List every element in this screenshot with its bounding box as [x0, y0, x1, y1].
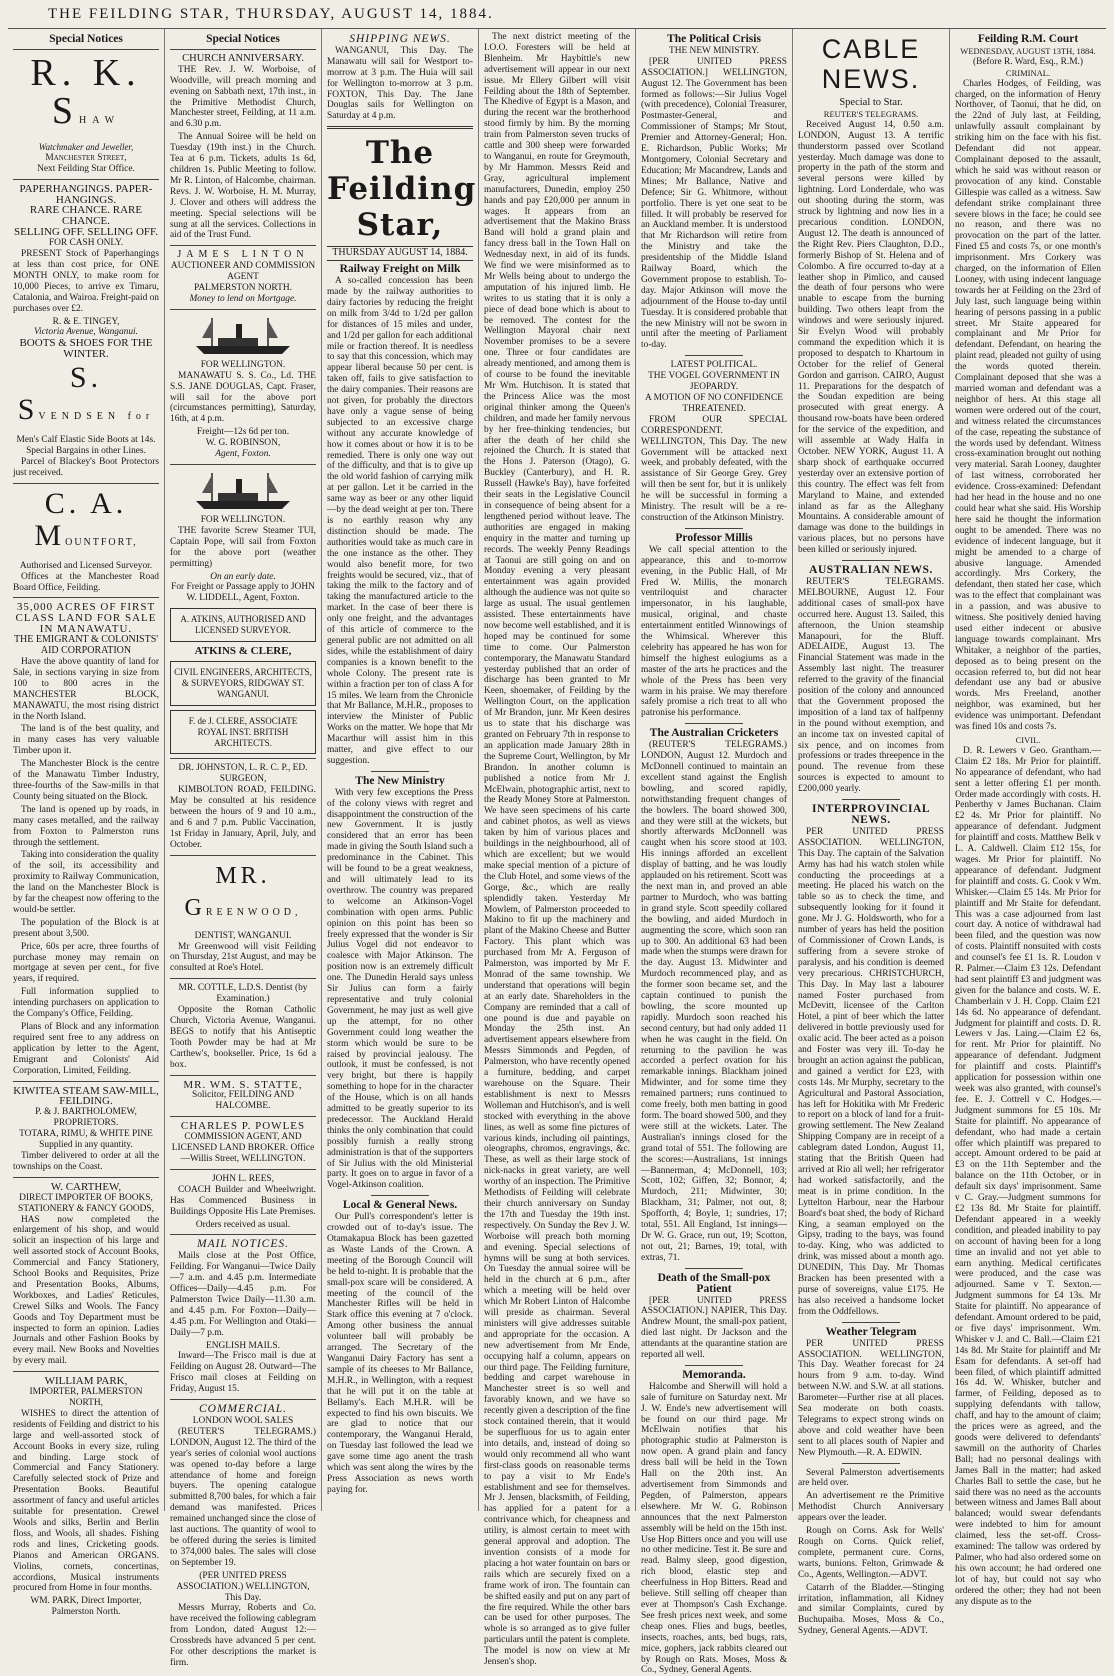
- divider: [170, 464, 316, 465]
- divider: [13, 1081, 159, 1082]
- linton-address: PALMERSTON NORTH.: [194, 283, 292, 294]
- rks-address: Manchester Street,: [45, 152, 127, 163]
- english-mails-text: Inward—The Frisco mail is due at Feilding on August 28. Outward—The Frisco mail closes at Feilding on Friday, August 15.: [170, 1351, 316, 1395]
- cricketers-heading: The Australian Cricketers: [649, 727, 779, 740]
- johnston-text: KIMBOLTON ROAD, FEILDING. May be consulted at his residence between the hours of 9 and 10 a.m., and 6 and 7 p.m. Public Vaccination, 1st Friday in January, April, July, and October.: [170, 785, 316, 850]
- masthead: [8, 6, 1106, 29]
- cottle-name: MR. COTTLE, L.D.S. Dentist (by Examination.): [178, 983, 308, 1005]
- shipping-text: WANGANUI, This Day. The Manawatu will sail for Westport to-morrow at 3 p.m. The Huia will sail for Wellington to-morrow at 3 p.m. FOXTON, This Day. The Jane Douglas sails for Wellington on Saturday at 4 p.m.: [327, 45, 473, 122]
- rks-initials: [13, 51, 159, 140]
- smallpox-text: [PER UNITED PRESS ASSOCIATION.] NAPIER, This Day. Andrew Mount, the small-pox patient, died last night. Dr Jackson and the attendants at the quarantine station are reported all well.: [641, 1295, 787, 1361]
- millis-heading: Professor Millis: [675, 531, 753, 544]
- divider: [170, 758, 316, 759]
- railway-heading: Railway Freight on Milk: [339, 263, 461, 276]
- cam-tail: OUNTFORT,: [65, 536, 138, 548]
- early-date: On an early date.: [210, 571, 276, 582]
- divider: [170, 245, 316, 246]
- totara-text: TOTARA, RIMU, & WHITE PINE Supplied in any quantity.: [19, 1129, 153, 1151]
- statte-name: MR. WM. S. STATTE,: [183, 1078, 303, 1091]
- present-stock-text: PRESENT Stock of Paperhangings at less than cost price, for ONE MONTH ONLY, to make room for 10,000 Pieces, to arrive ex Timaru, Catalonia, and Wairoa. Freight-paid on purchases over £2.: [13, 249, 159, 314]
- divider: [842, 1322, 900, 1323]
- cottle-text: Opposite the Roman Catholic Church, Victoria Avenue, Wanganui. BEGS to notify that his Antiseptic Tooth Powder may be had at Mr Carthew's, bookseller. Price, 1s 6d a box.: [170, 1005, 316, 1070]
- wellington-text: Messrs Murray, Roberts and Co. have received the following cablegram from London, dated August 12:—Crossbreds have advanced 5 per cent. For other descriptions the market is firm.: [170, 1603, 316, 1668]
- divider: [685, 1268, 743, 1269]
- emigrant-p2: The Manchester Block is the centre of the Manawatu Timber Industry, three-fourths of the Saw-mills in that County being situated on the Block.: [13, 759, 159, 802]
- steamship-icon: [170, 314, 316, 358]
- column-4: [479, 29, 636, 1668]
- cam-letters: C. A. M: [34, 486, 128, 552]
- railway-text: A so-called concession has been made by the railway authorities to dairy factories by reducing the freight on milk from 3/4d to 1/2d per gallon for distances of 15 miles and under, and 1/2d per gallon for each additional mile or fraction thereof. It is needless to say that this concession, which may appear liberal because 50 per cent. is taken off, fails to give satisfaction to the dairy companies. Their reasons are not given, for probably the directors have only a vague sense of being subjected to an excessive charge without any accurate knowledge of how it comes about or how it is to be remedied. There is only one way out of the difficulty, and that is to give up the old world fashion of carrying milk at per gallon. Let it be carried in the same way as beer or any other liquid—by the dead weight at per ton. There is no earthly reason why any distinction should be made. The authorities would take as much care in the one instance as the other. They would also benefit more, for two freights would be secured, viz., that of taking the milk to the factory and of taking the manufactured article to the market. In the case of beer there is only one freight, and the advantages of this article of commerce to the general public are not admitted on all sides, while the establishment of dairy companies is a known benefit to the whole Colony. The present rate is within a fraction per ton of class A for 15 miles. We learn from the Chronicle that Mr Ballance, M.H.R., proposes to interview the Minister of Public Works on the matter. We hope that Mr Macarthur will assist him in this matter, and give effect to our suggestion.: [327, 276, 473, 766]
- emigrant-p4: Taking into consideration the quality of the soil, its accessibility and proximity to Railway Communication, the land on the Manchester Block is by far the cheapest now offering to the would-be settler.: [13, 850, 159, 915]
- divider: [170, 1116, 316, 1117]
- criminal-heading: CRIMINAL.: [1005, 67, 1051, 78]
- wool-text: (REUTER'S TELEGRAMS.) LONDON, August 12. The third of the year's series of colonial wool auctions was opened to-day before a large attendance of home and foreign buyers. The opening catalogue submitted 8,700 bales, for which a fair demand was manifested. Prices remained unchanged since the close of last auctions. The quantity of wool to be offered during the series is limited to 374,000 bales. The sales will close on September 19.: [170, 1426, 316, 1568]
- greenwood-letters: MR. G: [184, 862, 271, 921]
- divider: [327, 126, 473, 129]
- emigrant-p8: Plans of Block and any information required sent free to any address on application by letter to the Agent, Emigrant and Colonists' Aid Corporation, Limited, Feilding.: [13, 1022, 159, 1076]
- rks-letters: R. K. S: [30, 51, 142, 132]
- special-notices-heading: Special Notices: [49, 33, 123, 45]
- atkins-box-1-text: A. ATKINS, AUTHORISED AND LICENSED SURVEYOR.: [180, 614, 306, 636]
- selling-off-heading: SELLING OFF. SELLING OFF.: [14, 226, 158, 239]
- divider: [371, 771, 429, 772]
- mail-notices-heading: MAIL NOTICES.: [196, 1238, 290, 1251]
- millis-text: We call special attention to the appearance, this and to-morrow evening, in the Public Hall, of Mr Fred W. Millis, the monarch ventriloquist and character impersonator, in his laughable, musical, original, and chaste entertainment entitled Winnowings of the Whimsical. Wherever this celebrity has appeared he has won for himself the highest eulogiums as a master of the arts he practices and the whole of the Press has been very warm in his praise. We may therefore safely promise a rich treat to all who patronise his performance.: [641, 544, 787, 719]
- vogel-heading: THE VOGEL GOVERNMENT IN JEOPARDY.: [648, 371, 780, 393]
- column-7: [950, 29, 1106, 1607]
- svendsen-letters: S. S: [17, 361, 103, 427]
- cam-subtitle: Authorised and Licensed Surveyor.: [19, 560, 153, 571]
- emigrant-heading: THE EMIGRANT & COLONISTS' AID CORPORATION: [13, 634, 159, 657]
- tingey-name: R. & E. TINGEY,: [52, 316, 120, 327]
- new-ministry-text: With very few exceptions the Press of the colony views with regret and disappointment the construction of the new Government. It is justly considered that an error has been made in giving the South Island such a predominance in the Cabinet. This will be found to be a great weakness, and will ultimately lead to its overthrow. The country was prepared to welcome an Atkinson-Vogel combination with open arms. Public opinion on this point has been so freely expressed that the wonder is Sir Julius Vogel did not endeavor to coalesce with Major Atkinson. The position now is an extremely difficult one. The Dunedin Herald says unless Sir Julius can form a fairly representative and truly colonial Government, he may just as well give up the attempt, for no other Government could long weather the storm which would be sure to be raised by provincial jealousy. The outlook, it must be confessed, is not very bright, but there is happily something to hope for in the character of the House, which is on all hands admitted to be greatly superior to its predecessor. The Auckland Herald thinks the only combination that could possibly furnish a really strong administration is that of the supporters of Sir Julius with the old Ministerial party. It goes on to argue in favor of a Vogel-Atkinson coalition.: [327, 787, 473, 1191]
- greenwood-text: Mr Greenwood will visit Feilding on Thursday, 21st August, and may be consulted at Roe's Hotel.: [170, 941, 316, 974]
- weather-heading: Weather Telegram: [825, 1325, 917, 1338]
- linton-name: JAMES LINTON: [177, 249, 309, 261]
- divider: [170, 1234, 316, 1235]
- civil-text: D. R. Lewers v Geo. Grantham.—Claim £2 18s. Mr Prior for plaintiff. No appearance of defendant, who had sent a letter offering £1 per month. Order made accordingly with costs. H. Penberthy v James Buchanan. Claim £2 4s. Mr Prior for plaintiff. No appearance of defendant. Judgment for plaintiff and costs. Matthew Belk v L. A. Caldwell. Claim £12 15s, for wages. Mr Prior for plaintiff. No appearance of defendant. Judgment for plaintiff and costs. G. Cook v Wm. Whisker.—Claim £5 14s. Mr Prior for plaintiff and Mr Staite for defendant. This was a case adjourned from last court day. A notice of withdrawal had been filed, and the question was now of costs. Plaintiff nonsuited with costs and counsel's fee £1 1s. R. Loudon v R. Palmer.—Claim £3 12s. Defendant had sent plaintiff £3 and judgment was given for the balance and costs. W. E. Chamberlain v J. H. Copp. Claim £21 14s 6d. No appearance of defendant. Judgment for plaintiff and costs. D. R. Lewers v Jas. Laing.—Claim £2 6s, for rent. Mr Prior for plaintiff. No appearance of defendant. Judgment for plaintiff and costs. Plaintiff's application for possession within one week was also granted, with counsel's fee. E. J. Cottrell v C. Hodges.—Judgment summons for £5 10s. Mr Staite for plaintiff. No appearance of defendant, who had made a certain offer which plaintiff was prepared to accept. Amount ordered to be paid at £3 on the 11th September and the balance on the 11th October, or in default six days' imprisonment. Same v C. Gray.—Judgment summons for £2 13s 8d. Mr Staite for plaintiff. Defendant appeared in a weekly condition, and pleaded inability to pay on account of having been for a long time an invalid and not yet able to earn anything. Medical certificates were produced, and the case was adjourned. Same v T. Sexton.—Judgment summons for £4 13s. Mr Staite for plaintiff. No appearance of defendant. Amount ordered to be paid, or five days' imprisonment. Wm. Whisker v J. and C. Ball.—Claim £21 14s 8d. Mr Staite for plaintiff and Mr Esam for defendants. A set-off had been filed, of which plaintiff admitted 16s 4d. W. Whisker, butcher and farmer, of Feilding, deposed as to supplying defendants with tallow, chaff, and hay to the amount of claim; the prices were as agreed, and the goods were delivered to defendants' sawmill on the authority of Charles Ball; had no personal dealings with James Ball in the matter; had asked Charles Ball to settle the case, but he said there was no need as the accounts between witness and James Ball about balanced; would swear defendants were indebted to him for amount claimed, less the set-off. Cross-examined: The tallow was ordered by Palmer, who had also ordered some on his own account; he had ordered one lot of hay, but could not say who ordered the other; they had not been any dispute as to the: [955, 745, 1101, 1607]
- divider: [13, 1177, 159, 1178]
- divider: [842, 799, 900, 800]
- australian-news-heading: AUSTRALIAN NEWS.: [809, 564, 933, 577]
- for-wellington-1: FOR WELLINGTON.: [200, 359, 286, 370]
- leader-date: THURSDAY AUGUST 14, 1884.: [327, 246, 473, 261]
- emigrant-text: Have the above quantity of land for Sale, in sections varying in size from 100 to 800 acres in the MANCHESTER BLOCK, MANAWATU, the most rising district in the North Island.: [13, 657, 159, 722]
- memoranda-heading: Memoranda.: [682, 1368, 746, 1381]
- divider: [685, 528, 743, 529]
- cash-only: FOR CASH ONLY.: [48, 238, 124, 249]
- column-5: [636, 29, 793, 1676]
- statte-subtitle: Solicitor, FEILDING AND HALCOMBE.: [192, 1090, 294, 1112]
- bartholomew-name: P. & J. BARTHOLOMEW, PROPRIETORS.: [35, 1107, 137, 1129]
- court-date: WEDNESDAY, AUGUST 13TH, 1884.: [960, 45, 1096, 56]
- svendsen-initials: [13, 362, 159, 433]
- rough-on-corns-text: Rough on Corns. Ask for Wells' Rough on Corns. Quick relief, complete, permanent cure. Corns, warts, bunions. Felton, Grimwade & Co., Agents, Wellington.—ADVT.: [798, 1526, 944, 1580]
- column-6: [793, 29, 950, 1637]
- local-general-heading: Local & General News.: [342, 1199, 458, 1212]
- cable-news-heading: CABLE NEWS.: [821, 34, 921, 94]
- divider: [13, 1371, 159, 1372]
- cable-text: Received August 14, 0.50 a.m. LONDON, August 13. A terrific thunderstorm passed over Scotland yesterday. Much damage was done to property in the path of the storm and several persons were killed by lightning. Lord Londerdale, who was out shooting during the storm, was struck by lightning and now lies in a precarious condition. LONDON, August 12. The death is announced of the Right Rev. Piers Claughton, D.D., formerly Bishop of St. Helena and of Colombo. A fire occurred to-day at a leather shop in Pimlico, and caused the death of four persons who were unable to escape from the burning building. Two others leapt from the windows and were seriously injured. Sir Evelyn Wood will probably command the expedition which it is proposed to despatch to Khartoum in October for the relief of General Gordon and garrison. CAIRO, August 11. Preparations for the despatch of the Soudan expedition are being prosecuted with great energy. A thousand row-boats have been ordered for the service of the expedition, and will assemble at Wady Halfa in October. NEW YORK, August 11. A sharp shock of earthquake occurred yesterday over an extensive portion of this country. The effect was felt from Maryland to Maine, and extended inland as far as the Alleghany Mountains. A considerable amount of damage was done to the buildings in various places, but no persons have been killed or seriously injured.: [798, 119, 944, 556]
- court-before: (Before R. Ward, Esq., R.M.): [973, 56, 1083, 67]
- divider: [170, 1399, 316, 1400]
- divider: [685, 1365, 743, 1366]
- for-wellington-2: FOR WELLINGTON.: [200, 515, 286, 525]
- cam-initials: [13, 488, 159, 559]
- political-crisis-heading: The Political Crisis: [667, 33, 761, 45]
- cam-office: Offices at the Manchester Road Board Office, Feilding.: [13, 571, 159, 593]
- atkins-clere-name: ATKINS & CLERE,: [194, 645, 292, 658]
- divider: [685, 723, 743, 724]
- divider: [371, 1195, 429, 1196]
- masthead-title: THE FEILDING STAR, THURSDAY, AUGUST 14, 1884.: [48, 6, 494, 22]
- divider: [13, 179, 159, 180]
- divider: [170, 309, 316, 310]
- svendsen-text: Men's Calf Elastic Side Boots at 14s.: [16, 435, 156, 446]
- atkins-box-1: [170, 608, 316, 642]
- liddell-text: For Freight or Passage apply to JOHN W. LIDDELL, Agent, Foxton.: [171, 582, 315, 604]
- rees-name: JOHN L. REES,: [212, 1173, 274, 1184]
- carthew-text: HAS now completed the enlargement of his shop, and would solicit an inspection of his large and well assorted stock of Account Books, Commercial and Fancy Stationery, School Books and Requisites, Prize and Presentation Books, Albums, Workboxes, and Ladies' Reticules, Crewel Silks and Wools. The Fancy Goods and Toy Department must be inspected to form an opinion. Ladies Journals and other Fashion Books by every mail. New Books and Novelties by every mail.: [13, 1214, 159, 1367]
- column-3: [322, 29, 479, 1511]
- powles-subtitle: COMMISSION AGENT, AND LICENSED LAND BROKER. Office—Willis Street, WELLINGTON.: [171, 1132, 315, 1164]
- latest-political-heading: LATEST POLITICAL.: [670, 360, 758, 371]
- atkins-box-3-text: F. de J. CLERE, ASSOCIATE ROYAL INST. BRITISH ARCHITECTS.: [188, 715, 298, 748]
- column-1: [8, 29, 165, 1618]
- orders-text: Orders received as usual.: [195, 1219, 291, 1230]
- divider: [842, 1463, 900, 1464]
- church-heading: CHURCH ANNIVERSARY.: [182, 52, 304, 64]
- atkins-box-2: [170, 661, 316, 706]
- bargains-text: Special Bargains in other Lines.: [26, 446, 146, 457]
- motion-heading: A MOTION OF NO CONFIDENCE THREATENED.: [644, 393, 784, 414]
- divider: [170, 49, 316, 50]
- acres-heading: 35,000 ACRES OF FIRST CLASS LAND FOR SALE IN MANAWATU.: [15, 601, 157, 636]
- kiwitea-heading: KIWITEA STEAM SAW-MILL, FEILDING.: [13, 1084, 159, 1108]
- interprovincial-heading: INTERPROVINCIAL NEWS.: [811, 803, 931, 826]
- reuter-label: REUTER'S TELEGRAMS.: [823, 108, 919, 119]
- columns: [8, 29, 1106, 1676]
- powles-name: CHARLES P. POWLES: [180, 1120, 306, 1133]
- several-text: Several Palmerston advertisements are held over.: [798, 1467, 944, 1489]
- park-name: WILLIAM PARK,: [44, 1375, 128, 1388]
- emigrant-p5: The population of the Block is at present about 3,500.: [13, 917, 159, 939]
- memoranda-text: Halcombe and Sherwill will hold a sale of furniture on Saturday next. Mr J. W. Ende's new advertisement will be found on our third page. Mr McElwain notifies that his photographic studio at Palmerston is now open. A grand plain and fancy dress ball will be held in the Town Hall on the 20th inst. An advertisement from Simmonds and Pegden, of Palmerston, appears elsewhere. Mr W. G. Robinson announces that the next Palmerston assembly will be held on the 15th inst. Use Hop Bitters once and you will use no other medicine. Test it. Be sure and read. Balmy sleep, good digestion, rich blood, elastic step and cheerfulness in Hop Bitters. Read and believe. Still selling off cheaper than ever at Thompson's Cash Exchange. See fresh prices next week, and some cheap ones. Flies and bugs, beetles, insects, roaches, ants, bed bugs, rats, mice, gophers, jack rabbits cleared out by Rough on Rats. Moses, Moss & Co., Sydney, General Agents.: [641, 1381, 787, 1676]
- wool-heading: LONDON WOOL SALES: [192, 1416, 294, 1426]
- new-ministry-subheading: THE NEW MINISTRY.: [668, 45, 760, 56]
- rare-chance-heading: RARE CHANCE. RARE CHANCE.: [29, 204, 143, 228]
- civil-heading: CIVIL.: [1015, 735, 1041, 745]
- paperhangings-heading: PAPERHANGINGS. PAPER-HANGINGS.: [19, 182, 153, 206]
- carthew-name: W. CARTHEW,: [50, 1180, 122, 1193]
- tui-text: THE favorite Screw Steamer TUI, Captain Pope, will sail from Foxton for the above port (weather permitting): [170, 525, 316, 569]
- rks-note: Next Feilding Star Office.: [37, 163, 135, 174]
- freight-text: Freight—12s 6d per ton.: [196, 427, 290, 438]
- new-ministry-heading: The New Ministry: [355, 774, 445, 787]
- divider: [13, 49, 159, 50]
- divider: [842, 560, 900, 561]
- manawatu-text: MANAWATU S. S. Co., Ld. THE S.S. JANE DOUGLAS, Capt. Fraser, will sail for the above port (circumstances permitting), Saturday, 16th, at 4 p.m.: [170, 370, 316, 425]
- johnston-name: DR. JOHNSTON, L. R. C. P., ED. SURGEON,: [178, 763, 308, 785]
- church-text: THE Rev. J. W. Worboise, of Woodville, will preach morning and evening on Sabbath next, 17th inst., in the Primitive Methodist Church, Manchester street, Feilding, at 11 a.m. and 6.30 p.m.: [170, 64, 316, 130]
- australian-text: REUTER'S TELEGRAMS. MELBOURNE, August 12. Four additional cases of small-pox have occurred here. August 13. Sailed, this afternoon, the Union steamship Manapouri, for the Bluff. ADELAIDE, August 13. The Financial Statement was made in the Assembly last night. The treasurer referred to the gravity of the financial position of the colony and announced that the Government proposed the imposition of a land tax of halfpenny in the pound without exemption, and an income tax on invested capital of six pence, and on incomes from professions or trades threepence in the pound. The revenue from these sources is expected to amount to £200,000 yearly.: [798, 576, 944, 795]
- greenwood-subtitle: DENTIST, WANGANUI.: [194, 930, 292, 941]
- primitive-text: An advertisement re the Primitive Methodist Church Anniversary appears over the leader.: [798, 1491, 944, 1524]
- blackey-text: Parcel of Blackey's Boot Protectors just received.: [13, 456, 159, 478]
- cricketers-text: (REUTER'S TELEGRAMS.) LONDON, August 12. Murdoch and McDonnell continued to maintain an excellent stand against the English bowling, and scored rapidly, notwithstanding frequent changes of the bowlers. The board showed 300, and they were still at the wickets, but shortly afterwards McDonnell was caught when his score stood at 103. His innings afforded an excellent display of batting, and he was loudly applauded on his retirement. Scott was the next man in, and proved an able partner to Murdoch, who was batting in grand style. Scott speedily collared the bowling, and aided Murdoch in augmenting the score, which soon ran up to 300. An additional 63 had been made when the stumps were drawn for the day. August 13. Midwinter and Murdoch recommenced play, and as the former soon became set, and the captain continued to punish the bowling, the score mounted up rapidly. Murdoch soon reached his second century, but had only added 11 when he was caught in the field. On returning to the pavilion he was accorded a perfect ovation for his remarkable innings. Blackham joined Midwinter, and for some time they remained partners; runs continued to come freely, both men batting in good form. The board showed 500, and they were still at the wickets. Later. The Australian's innings closed for the grand total of 551. The following are the scores:—Australians, 1st innings—Bannerman, 4; McDonnell, 103; Scott, 102; Giffen, 32; Bonnor, 4; Murdoch, 211; Midwinter, 30; Blackham, 31; Palmer, not out, 8; Spofforth, 4; Boyle, 1; sundries, 17; total, 551. All England, 1st innings—Dr W. G. Grace, run out, 19; Scotton, not out, 21; Barnes, 19; total, with extras, 71.: [641, 740, 787, 1263]
- steamship-icon: [170, 469, 316, 513]
- atkins-box-2-text: CIVIL ENGINEERS, ARCHITECTS, & SURVEYORS, RIDGWAY ST. WANGANUI.: [174, 666, 312, 699]
- carthew-subtitle: DIRECT IMPORTER OF BOOKS, STATIONERY & FANCY GOODS,: [18, 1192, 154, 1214]
- local-general-text: Our Pull's correspondent's letter is crowded out of to-day's issue. The Otamakapua Block has been gazetted as Waste Lands of the Crown. A meeting of the Borough Council will be held to-night. It is probable that the small-pox scare will be considered. A meeting of the council of the Manchester Rifles will be held in Stark office this evening at 7 o'clock. Among other business the annual volunteer ball will probably be arranged. The Secretary of the Wanganui Dairy Factory has sent a sample of its cheeses to Mr Ballance, M.H.R., in Wellington, with a request that he will put it on the table at Bellamy's. Each M.H.R. will be expected to find his own biscuits. We are glad to notice that our contemporary, the Wanganui Herald, on Tuesday last followed the lead we gave some time ago anent the trash which was sent along the wires by the Press Association as news worth paying for.: [327, 1212, 473, 1495]
- smallpox-heading: Death of the Small-pox Patient: [657, 1271, 771, 1295]
- boots-heading: BOOTS & SHOES FOR THE WINTER.: [19, 337, 153, 361]
- wellington-dateline: (PER UNITED PRESS ASSOCIATION.) WELLINGTON, This Day.: [176, 1570, 310, 1603]
- shipping-heading: SHIPPING NEWS.: [349, 33, 451, 45]
- greenwood-tail: REENWOOD,: [205, 906, 302, 918]
- interprovincial-text: PER UNITED PRESS ASSOCIATION. WELLINGTON, This Day. The captain of the Salvation Army has had his watch stolen while conducting the proceedings at a meeting. He placed his watch on the table so as to check the time, and subsequently looking for it found it gone. Mr J. G. Holdsworth, who for a number of years has held the position of Commissioner of Crown Lands, is suffering from a severe stroke of paralysis, and his condition is deemed very precarious. CHRISTCHURCH, This Day. In May last a labourer named Foster purchased from McDevitt, licensee of the Carlton Hotel, a pint of beer which the latter delivered in bottle previously used for oxalic acid. The beer acted as a poison and Foster was very ill. To-day he brought an action against the publican, and gained a verdict for £23, with costs 14s. Mr Murphy, secretary to the Agricultural and Pastoral Association, has left for Hokitika with Mr Frederic to report on a block of land for a fruit-growing settlement. The New Zealand Shipping Company are in receipt of a cablegram dated London, August 11, stating that the British Queen had arrived at Rio all well; her refrigerator had worked satisfactorily, and the meat is in prime condition. In the Lyttelton Harbour, near the Harbour Board's boat shed, the body of Richard King, a seaman employed on the Gipsy, trading to the bays, was found to-day. King, who was addicted to drink, was missed about a month ago. DUNEDIN, This Day. Mr Thomas Bracken has been presented with a purse of sovereigns, value £175. He has also received a handsome locket from the Oddfellows.: [798, 826, 944, 1317]
- greenwood-initials: [170, 860, 316, 929]
- criminal-text: Charles Hodges, of Feilding, was charged, on the information of Henry Northover, of Taonui, that he did, on the 22nd of July last, at Feilding, unlawfully assault complainant by striking him on the face with his fist. Defendant did not appear. Complainant deposed to the assault, which he said was without reason or provocation of any kind. Constable Gillespie was called as a witness. Saw defendant strike complainant three severe blows in the face; he could see no reason, and there was no provocation on the part of the latter. Fined £5 and costs 7s, or one month's imprisonment. Mrs Corkery was charged, on the information of Ellen Looney, with using indecent language towards her at Feilding on the 23rd of July last, such language being within hearing of persons passing in a public street. Mr Staite appeared for complainant and Mr Prior for defendant. Defendant, on hearing the plaint read, pleaded not guilty of using the words quoted therein. Complainant deposed that she was a married woman and defendant was a neighbor of hers. At this stage all women were ordered out of the court, and witness related the circumstances of the case, repeating the substance of the words used by defendant. Witness cross-examination brought out nothing very material. Sarah Looney, daughter of last witness, corroborated her evidence. Cross-examined: Defendant had her head in the house and no one could hear what she said. His Worship here said he thought the information ought to be amended. There was no evidence of indecent language, but it might be amended to a charge of abusive language. Amended accordingly. Mrs Corkery, the defendant, then stated her case, which was to the effect that complainant was in a passion, and was abusive to witness. She positively denied having used either indecent or abusive language towards complainant. Mrs Whitaker, a neighbor of the parties, deposed as to being present on the occasion referred to, but did not hear defendant use any bad or abusive words. Mrs Freeland, another neighbor, was examined, but her evidence was unimportant. Defendant was fined 10s and costs 7s.: [955, 78, 1101, 733]
- robinson-name: W. G. ROBINSON,: [205, 438, 281, 449]
- english-mails-heading: ENGLISH MAILS.: [206, 1340, 280, 1351]
- tingey-address: Victoria Avenue, Wanganui.: [34, 327, 138, 338]
- divider: [13, 483, 159, 484]
- court-heading: Feilding R.M. Court: [977, 33, 1079, 45]
- special-to-star: Special to Star.: [839, 97, 903, 108]
- divider: [170, 1169, 316, 1170]
- column-2: [165, 29, 322, 1668]
- special-notices-heading-2: Special Notices: [206, 33, 280, 45]
- divider: [170, 978, 316, 979]
- emigrant-p6: Price, 60s per acre, three fourths of purchase money may remain on mortgage at seven per cent., for five years, if required.: [13, 941, 159, 985]
- local-general-continued: The next district meeting of the I.O.O. Foresters will be held at Blenheim. Mr Haybittle's new advertisement will appear in our next issue. Mr Ellery Gilbert will visit Feilding about the 18th of September. The Khedive of Egypt is a Mason, and during the recent war the brotherhood stood firmly by him. By the morning train from Palmerston seven trucks of cattle and 300 sheep were forwarded to Wanganui, en route for Greymouth, by Mr Hammon. Messrs Reid and Gray, agricultural implement manufacturers, Dunedin, employ 250 hands and pay £20,000 per annum in wages. It appears from an advertisement that the Makino Brass Band will hold a grand plain and fancy dress ball in the Town Hall on Wednesday next, in aid of its funds. We find we were misinformed as to Mr Wells being about to undergo the amputation of his injured limb. He writes to us stating that it is only a piece of dead bone which is about to be removed. The contest for the Wellington Mayoral chair next November promises to be a severe one. Three or four candidates are already mentioned, and among them is of course to be found the inevitable Mr Wm. Hutchison. It is stated that the Princess Alice was the most original thinker among the Queen's children, and made her family nervous by her free-thinking tendencies, but after the death of her child she rejoined the Church. It is stated that the Hons J. Paterson (Otago), G. Buckley (Canterbury), and H. R. Russell (Hawke's Bay), have forfeited their seats in the Legislative Council in consequence of being absent for a lengthened period without leave. The authorities are engaged in making enquiry in the matter and turning up records. The weekly Penny Readings at Taonui are still going on and on Monday evening a very pleasant entertainment was again provided although the audience was not quite so large as usual. The usual gentlemen assisted. These entertainments have now become well established, and it is hoped may be continued for some time to come. Our Palmerston contemporary, the Manawatu Standard yesterday published that an order of discharge has been granted to Mr Keen, shoemaker, of Feilding by the Wellington Court, on the application of Mr Brandon, junr. Mr Keen desires us to state that his discharge was granted on February 7th in response to an application made January 28th in the Supreme Court, Wellington, by Mr Brandon. In another column is published a notice from Mr J. McElwain, photographic artist, next to the Ready Money Store at Palmerston. We have seen specimens of his carte and cabinet photos, as well as views taken by him of various places and buildings in the neighbourhood, all of which are excellent; but we would make special mention of a picture of the Club Hotel, and some views of the Gorge, &c., which are really splendidly taken. Yesterday Mr Mowlem, of Palmerston proceeded to Makino to fit up the machinery and plant of the Makino Cheese and Butter Factory. This plant which was purchased from Mr A. Ferguson of Palmerston, was imported by Mr F. Monrad of the same township. We understand that operations will begin at an early date. Shareholders in the Company are reminded that a call of one pound is due and payable on Monday the 25th inst. An advertisement appears elsewhere from Messrs Simmonds and Pegden, of Palmerston, who have recently opened a furniture, bedding, and carpet warehouse on the Square. Their establishment is next to Messrs Wolleman and Hutchison's, and is well stocked with everything in the above lines, as well as some fine pictures of various kinds, including oil paintings, oleographs, chromos, engravings, &c. These, as well as their large stock of nick-nacks in great variety, are well worthy of an inspection. The Primitive Methodists of Feilding will celebrate their church anniversary on Sunday the 17th and Tuesday the 19th inst. respectively. On Sunday the Rev J. W. Worboise will preach both morning and evening. Special selections of hymns will be sung at both services. On Tuesday the annual soiree will be held in the church at 6 p.m., after which a meeting will be held over which Mr Robert Linton of Halcombe will preside as chairman. Several ministers will give addresses suitable and appropriate for the occasion. A new advertisement from Mr Ende, occupying half a column, appears on our third page. The Feilding furniture, bedding and carpet warehouse in Manchester street is so well and favorably known, and we have so recently given a description of the fine stock contained therein, that it would be superfluous for us to again enter into details, and, instead of doing so would only recommend all who want first-class goods on reasonable terms to pay a visit to Mr Ende's establishment and see for themselves. Mr J. Jensen, blacksmith, of Feilding, has applied for a patent for a contrivance which, for cheapness and utility, is almost certain to meet with general approval and adoption. The invention consists of a mode for placing a hot water fountain on bars or rails which are securely fixed on a frame work of iron. The fountain can be shifted easily and put on any part of the fire required. While the other bars can be used for other purposes. The whole is so arranged as to give fuller particulars until the patent is complete. The model is now on view at Mr Jensen's shop.: [484, 32, 630, 1668]
- political-crisis-text: [PER UNITED PRESS ASSOCIATION.] WELLINGTON, August 12. The Government has been formed as follows:—Sir Julius Vogel (with precedence), Colonial Treasurer, Postmaster-General, and Commissioner of Stamps; Mr Stout, Premier and Attorney-General; Hon. E. Richardson, Public Works; Mr Montgomery, Colonial Secretary and Education; Mr Macandrew, Lands and Mines; Mr Ballance, Native and Defence; Sir G. Whitmore, without portfolio. There is yet one seat to be filled. It will probably be reserved for an Auckland member. It is understood that Mr Richardson will retire from the Ministry and take the presidentship of the Middle Island Railway Board, which the Government propose to establish. To-day. Major Atkinson will move the adjournment of the House to-day until Tuesday. It is considered probable that the new Ministry will not be sworn in until after the meeting of Parliament to-day.: [641, 56, 787, 351]
- linton-subtitle: AUCTIONEER AND COMMISSION AGENT: [170, 261, 316, 283]
- motion-text: FROM OUR SPECIAL CORRESPONDENT. WELLINGTON, This Day. The new Government will be attacked next week, and probably defeated, with the assistance of Sir George Grey. Grey will then be sent for, but it is unlikely he will be successful in forming a Ministry. The result will be a re-construction of the Atkinson Ministry.: [641, 414, 787, 523]
- svendsen-tail: VENDSEN for: [38, 411, 155, 423]
- divider: [170, 855, 316, 856]
- rees-text: COACH Builder and Wheelwright. Has Commenced Business in Buildings Opposite His Late Premises.: [170, 1184, 316, 1217]
- park-signature: WM. PARK, Direct Importer, Palmerston North.: [30, 1596, 142, 1618]
- soiree-text: The Annual Soiree will be held on Tuesday (19th inst.) in the Church. Tea at 6 p.m. Tickets, adults 1s 6d, children 1s. Public Meeting to follow. Mr R. Linton, of Halcombe, chairman. Revs. J. W. Worboise, H. M. Murray, J. Clover and others will address the meeting. Special selections will be sung at all the services. Collections in aid of the Trust Fund.: [170, 132, 316, 241]
- park-subtitle: IMPORTER, PALMERSTON NORTH,: [29, 1387, 143, 1408]
- commercial-heading: COMMERCIAL.: [199, 1403, 287, 1416]
- divider: [13, 597, 159, 598]
- linton-note: Money to lend on Mortgage.: [189, 293, 297, 304]
- timber-text: Timber delivered to order at all the townships on the Coast.: [13, 1150, 159, 1172]
- catarrh-text: Catarrh of the Bladder.—Stinging irritation, inflammation, all Kidney and similar Complaints, cured by Buchupaiba. Moses, Moss & Co., Sydney, General Agents.—ADVT.: [798, 1582, 944, 1637]
- paper-title: The Feilding Star,: [327, 135, 477, 244]
- atkins-box-3: [170, 710, 316, 755]
- emigrant-p1: The land is of the best quality, and in many cases has very valuable Timber upon it.: [13, 724, 159, 757]
- emigrant-p7: Full information supplied to intending purchasers on application to the Company's Office, Feilding.: [13, 987, 159, 1020]
- divider: [170, 1075, 316, 1076]
- divider: [685, 355, 743, 356]
- mail-text: Mails close at the Post Office, Feilding. For Wanganui—Twice Daily—7 a.m. and 4.45 p.m. Intermediate Offices—Daily—4.45 p.m. For Palmerston Twice Daily—11.30 a.m. and 4.45 p.m. For Foxton—Daily—4.45 p.m. For Wellington and Otaki—Daily—7 p.m.: [170, 1251, 316, 1338]
- park-text: WISHES to direct the attention of residents of Feilding and district to his large and well-assorted stock of Account Books in every size, ruling and binding. Large stock of Commercial and Fancy Stationery. Carefully selected stock of Prize and Presentation Books. Beautiful assortment of fancy and useful articles suitable for presentation. Crewel Wools and silks, Berlin and Berlin floss, and Wools, all shades. Fishing rods and lines, Cricketing goods. Pianos and American ORGANS. Violins, cornets, concertinas, accordions, Musical instruments procured from Home in four months.: [13, 1408, 159, 1594]
- rks-tail: HAW: [79, 114, 121, 126]
- emigrant-p3: The land is opened up by roads, in many cases metalled, and the railway from Foxton to Palmerston runs through the settlement.: [13, 804, 159, 848]
- rks-subtitle: Watchmaker and Jeweller,: [38, 141, 134, 152]
- weather-text: PER UNITED PRESS ASSOCIATION. WELLINGTON, This Day. Weather forecast for 24 hours from 9 a.m. to-day. Wind between N.W. and S.W. at all stations. Barometer—Further rise at all places. Sea moderate on both coasts. Telegrams to expect strong winds on above and cold weather have been sent to all places south of Napier and New Plymouth.—R. A. EDWIN.: [798, 1338, 944, 1458]
- robinson-subtitle: Agent, Foxton.: [215, 449, 271, 460]
